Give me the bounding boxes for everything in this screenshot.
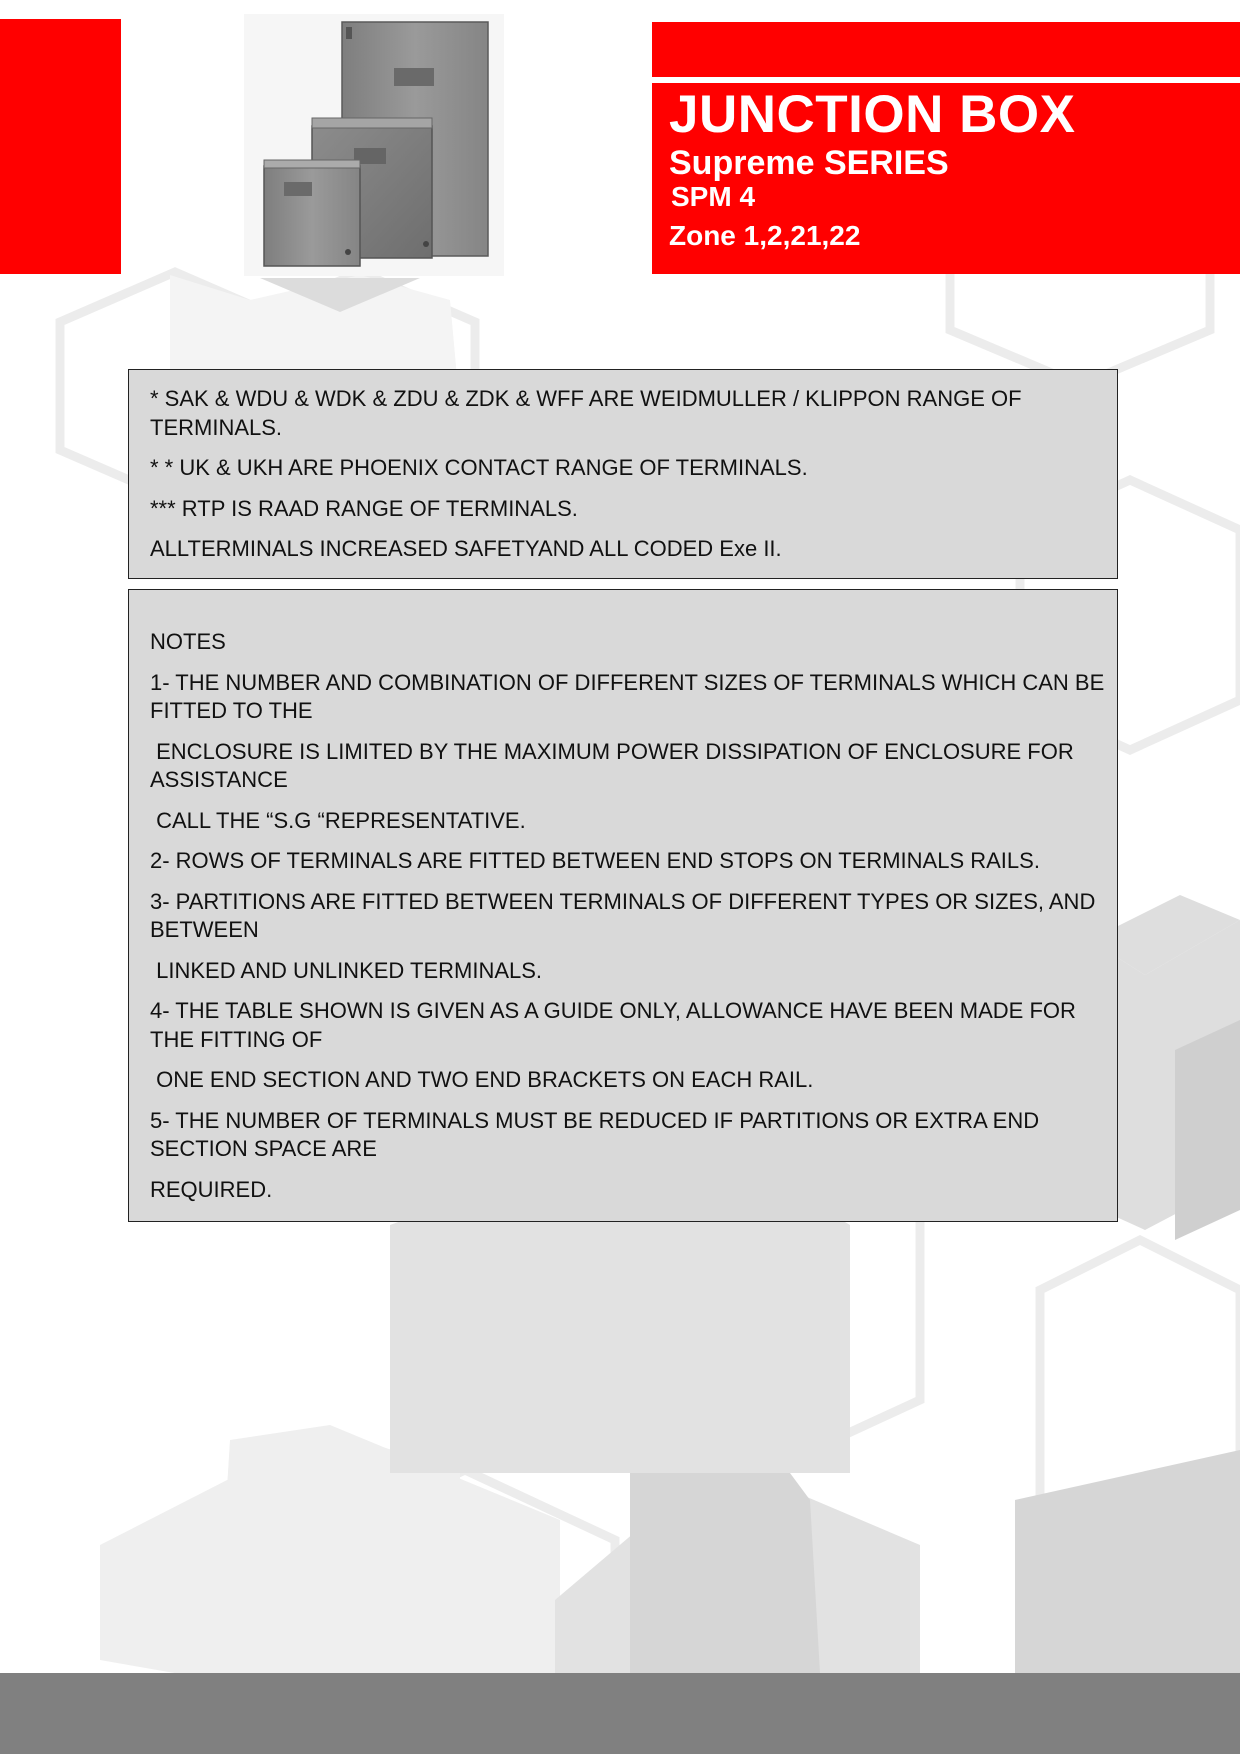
terminal-note: * SAK & WDU & WDK & ZDU & ZDK & WFF ARE WEIDMULLER / KLIPPON RANGE OF TERMINALS. bbox=[150, 386, 1028, 440]
notes-box bbox=[128, 589, 1118, 1222]
product-series: Supreme SERIES bbox=[669, 144, 949, 182]
note-line: 5- THE NUMBER OF TERMINALS MUST BE REDUCED IF PARTITIONS OR EXTRA END SECTION SPACE ARE bbox=[150, 1107, 1046, 1161]
note-line: 1- THE NUMBER AND COMBINATION OF DIFFERENT SIZES OF TERMINALS WHICH CAN BE FITTED TO THE bbox=[150, 669, 1111, 723]
product-model: SPM 4 bbox=[671, 181, 756, 212]
notes-heading: NOTES bbox=[150, 629, 226, 654]
note-line: CALL THE “S.G “REPRESENTATIVE. bbox=[150, 807, 526, 833]
terminal-note: *** RTP IS RAAD RANGE OF TERMINALS. bbox=[150, 495, 578, 521]
left-red-band bbox=[0, 19, 121, 274]
note-line: LINKED AND UNLINKED TERMINALS. bbox=[150, 957, 543, 983]
note-line: ENCLOSURE IS LIMITED BY THE MAXIMUM POWER DISSIPATION OF ENCLOSURE FOR ASSISTANCE bbox=[150, 738, 1079, 792]
note-line: 2- ROWS OF TERMINALS ARE FITTED BETWEEN END STOPS ON TERMINALS RAILS. bbox=[150, 848, 1040, 873]
product-title: JUNCTION BOX bbox=[669, 85, 1076, 144]
note-line: 4- THE TABLE SHOWN IS GIVEN AS A GUIDE ONLY, ALLOWANCE HAVE BEEN MADE FOR THE FITTING OF bbox=[150, 998, 1082, 1052]
terminal-note: * * UK & UKH ARE PHOENIX CONTACT RANGE OF TERMINALS. bbox=[150, 455, 808, 480]
product-title-block bbox=[652, 83, 1240, 274]
terminal-note: ALLTERMINALS INCREASED SAFETYAND ALL CODED Exe II. bbox=[150, 536, 782, 561]
note-line: ONE END SECTION AND TWO END BRACKETS ON EACH RAIL. bbox=[150, 1067, 814, 1092]
junction-box-product-image bbox=[244, 14, 504, 276]
note-line: REQUIRED. bbox=[150, 1176, 273, 1202]
footer-band bbox=[0, 1673, 1240, 1754]
note-line: 3- PARTITIONS ARE FITTED BETWEEN TERMINALS OF DIFFERENT TYPES OR SIZES, AND BETWEEN bbox=[150, 888, 1102, 942]
product-zone: Zone 1,2,21,22 bbox=[669, 220, 861, 251]
title-top-red-bar bbox=[652, 22, 1240, 77]
terminal-range-box bbox=[128, 369, 1118, 579]
